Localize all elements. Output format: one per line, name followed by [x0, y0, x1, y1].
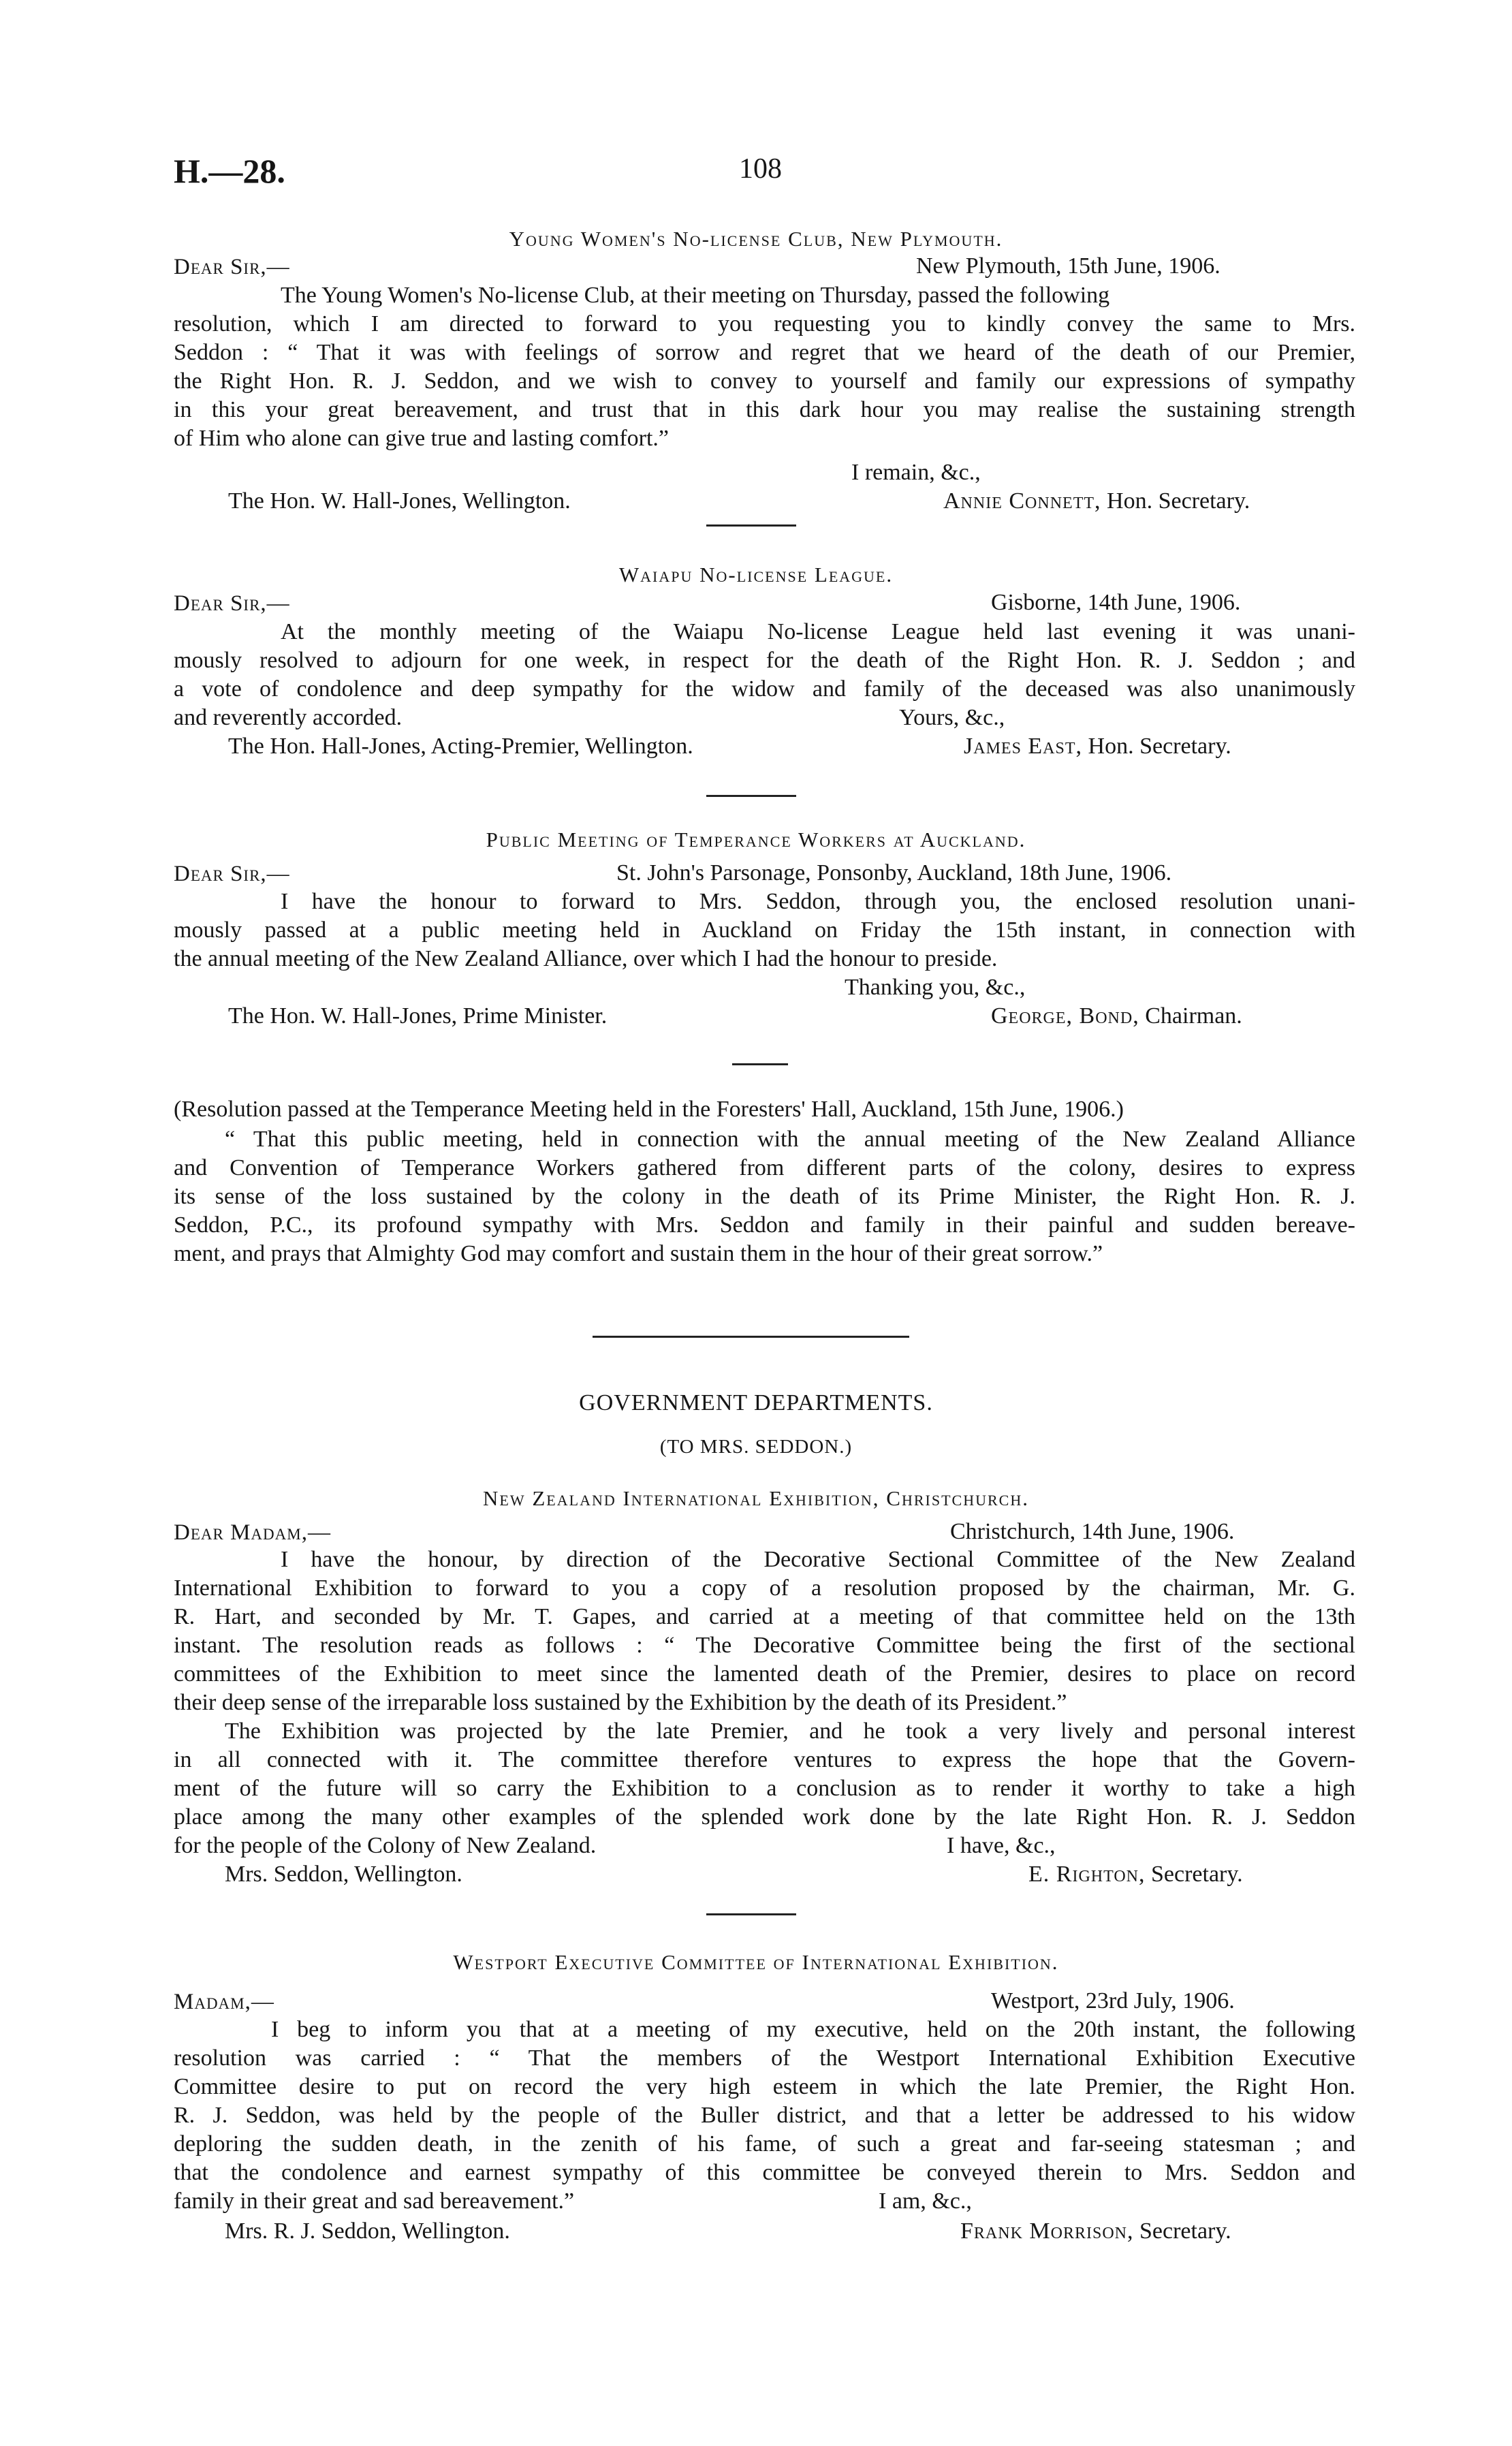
closing: Yours, &c.,: [899, 705, 1005, 730]
salutation: Dear Sir,—: [174, 255, 290, 279]
body-line: ment of the future will so carry the Exhibition to a conclusion as to render it worthy to take a high: [174, 1776, 1355, 1801]
section-heading: GOVERNMENT DEPARTMENTS.: [579, 1390, 933, 1415]
salutation: Dear Sir,—: [174, 862, 290, 886]
body-line: deploring the sudden death, in the zenith of his fame, of such a great and far-seeing statesman ; and: [174, 2131, 1355, 2157]
closing: I remain, &c.,: [851, 460, 981, 485]
body-line: ment, and prays that Almighty God may comfort and sustain them in the hour of their great sorrow.”: [174, 1241, 1103, 1266]
section-divider: [706, 795, 796, 797]
salutation: Dear Madam,—: [174, 1520, 331, 1545]
place-date: Christchurch, 14th June, 1906.: [950, 1519, 1235, 1544]
body-line: International Exhibition to forward to you a copy of a resolution proposed by the chairman, Mr. G.: [174, 1575, 1355, 1601]
section-divider: [593, 1336, 909, 1338]
signatory-name: James East,: [964, 734, 1083, 759]
place-date: Gisborne, 14th June, 1906.: [991, 590, 1241, 615]
body-line: Seddon, P.C., its profound sympathy with Mrs. Seddon and family in their painful and sudden bereave-: [174, 1212, 1355, 1238]
salutation: Madam,—: [174, 1990, 274, 2014]
addressee: The Hon. W. Hall-Jones, Prime Minister.: [228, 1003, 608, 1029]
body-line: The Young Women's No-license Club, at their meeting on Thursday, passed the following: [281, 283, 1110, 308]
body-line: “ That this public meeting, held in connection with the annual meeting of the New Zealand Alliance: [225, 1127, 1355, 1152]
body-line: committees of the Exhibition to meet since the lamented death of the Premier, desires to place on record: [174, 1661, 1355, 1687]
document-code: H.—28.: [174, 152, 285, 190]
place-date: New Plymouth, 15th June, 1906.: [916, 253, 1220, 279]
body-line: R. Hart, and seconded by Mr. T. Gapes, and carried at a meeting of that committee held on the 13th: [174, 1604, 1355, 1629]
body-line: a vote of condolence and deep sympathy for the widow and family of the deceased was also unanimously: [174, 676, 1355, 702]
body-line: the Right Hon. R. J. Seddon, and we wish to convey to yourself and family our expressions of sympathy: [174, 369, 1355, 394]
resolution-heading: (Resolution passed at the Temperance Meeting held in the Foresters' Hall, Auckland, 15th June, 1906.): [174, 1097, 1124, 1122]
letter-title: Westport Executive Committee of International Exhibition.: [453, 1950, 1059, 1974]
section-subheading: (TO MRS. SEDDON.): [659, 1436, 853, 1458]
signatory-title: Hon. Secretary.: [1088, 734, 1231, 759]
body-line: the annual meeting of the New Zealand Alliance, over which I had the honour to preside.: [174, 946, 998, 971]
section-divider: [732, 1063, 788, 1065]
addressee: The Hon. W. Hall-Jones, Wellington.: [228, 488, 571, 514]
section-divider: [706, 524, 796, 527]
page-number: 108: [739, 153, 782, 185]
body-line: I beg to inform you that at a meeting of my executive, held on the 20th instant, the following: [271, 2017, 1355, 2042]
signatory-title: Hon. Secretary.: [1107, 488, 1250, 514]
letter-title: Waiapu No-license League.: [618, 563, 894, 586]
signatory: [1028, 1862, 1243, 1887]
signatory-name: E. Righton,: [1028, 1862, 1146, 1887]
signatory: [943, 488, 1250, 514]
body-line: mously passed at a public meeting held in Auckland on Friday the 15th instant, in connection with: [174, 918, 1355, 943]
body-line: its sense of the loss sustained by the colony in the death of its Prime Minister, the Right Hon. R. J.: [174, 1184, 1355, 1209]
body-line: I have the honour, by direction of the Decorative Sectional Committee of the New Zealand: [281, 1547, 1355, 1572]
body-line: The Exhibition was projected by the late Premier, and he took a very lively and personal interest: [225, 1719, 1355, 1744]
body-line: in this your great bereavement, and trust that in this dark hour you may realise the sustaining strength: [174, 397, 1355, 422]
signatory: [991, 1003, 1242, 1029]
body-line: that the condolence and earnest sympathy of this committee be conveyed therein to Mrs. Seddon and: [174, 2160, 1355, 2185]
body-line: At the monthly meeting of the Waiapu No-license League held last evening it was unani-: [281, 619, 1355, 644]
body-line: in all connected with it. The committee therefore ventures to express the hope that the Govern-: [174, 1747, 1355, 1772]
body-line: Committee desire to put on record the very high esteem in which the late Premier, the Right Hon.: [174, 2074, 1355, 2099]
body-line: I have the honour to forward to Mrs. Seddon, through you, the enclosed resolution unani-: [281, 889, 1355, 914]
place-date: St. John's Parsonage, Ponsonby, Auckland, 18th June, 1906.: [616, 860, 1172, 885]
letter-title: Young Women's No-license Club, New Plymouth.: [509, 227, 1003, 251]
salutation: Dear Sir,—: [174, 591, 290, 616]
body-line: R. J. Seddon, was held by the people of the Buller district, and that a letter be addressed to his widow: [174, 2103, 1355, 2128]
signatory-name: Annie Connett,: [943, 488, 1101, 514]
body-line: mously resolved to adjourn for one week, in respect for the death of the Right Hon. R. J. Seddon ; and: [174, 648, 1355, 673]
section-divider: [706, 1913, 796, 1915]
letter-title: New Zealand International Exhibition, Christchurch.: [483, 1486, 1029, 1510]
addressee: Mrs. Seddon, Wellington.: [225, 1862, 462, 1887]
body-line: family in their great and sad bereavement.”: [174, 2189, 575, 2214]
addressee: Mrs. R. J. Seddon, Wellington.: [225, 2218, 510, 2244]
body-line: place among the many other examples of the splended work done by the late Right Hon. R. J. Seddon: [174, 1804, 1355, 1830]
body-line: for the people of the Colony of New Zealand.: [174, 1833, 597, 1858]
body-line: of Him who alone can give true and lasting comfort.”: [174, 426, 669, 451]
signatory-title: Secretary.: [1151, 1862, 1243, 1887]
signatory: [960, 2218, 1231, 2244]
letter-title: Public Meeting of Temperance Workers at Auckland.: [486, 828, 1026, 851]
body-line: instant. The resolution reads as follows : “ The Decorative Committee being the first of the sectional: [174, 1633, 1355, 1658]
signatory-name: George, Bond,: [991, 1003, 1139, 1029]
body-line: resolution, which I am directed to forward to you requesting you to kindly convey the same to Mrs.: [174, 311, 1355, 336]
signatory-name: Frank Morrison,: [960, 2218, 1134, 2244]
signatory-title: Chairman.: [1145, 1003, 1242, 1029]
place-date: Westport, 23rd July, 1906.: [991, 1988, 1235, 2013]
body-line: resolution was carried : “ That the members of the Westport International Exhibition Executive: [174, 2045, 1355, 2071]
signatory-title: Secretary.: [1139, 2218, 1231, 2244]
addressee: The Hon. Hall-Jones, Acting-Premier, Wellington.: [228, 734, 693, 759]
body-line: their deep sense of the irreparable loss sustained by the Exhibition by the death of its President.”: [174, 1690, 1067, 1715]
closing: I am, &c.,: [879, 2189, 972, 2214]
body-line: and Convention of Temperance Workers gathered from different parts of the colony, desires to express: [174, 1155, 1355, 1180]
body-line: Seddon : “ That it was with feelings of sorrow and regret that we heard of the death of our Premier,: [174, 340, 1355, 365]
closing: I have, &c.,: [947, 1833, 1056, 1858]
signatory: [964, 734, 1231, 759]
body-line: and reverently accorded.: [174, 705, 403, 730]
closing: Thanking you, &c.,: [845, 975, 1026, 1000]
